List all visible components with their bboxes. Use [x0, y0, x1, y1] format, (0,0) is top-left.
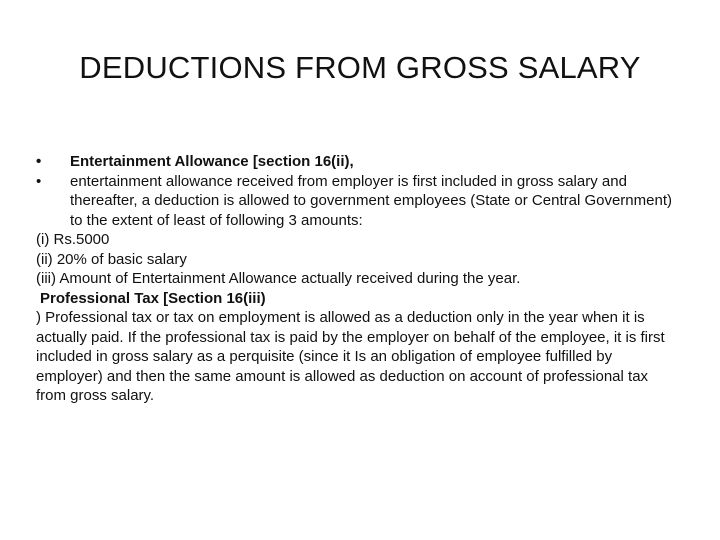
list-item: (iii) Amount of Entertainment Allowance actually received during the year. — [36, 270, 521, 287]
bullet-item — [36, 152, 682, 172]
bullet-marker: • — [36, 172, 42, 190]
paragraph-text: ) Professional tax or tax on employment is allowed as a deduction only in the year when it is actually paid. If the professional tax is paid by the employer on behalf of the employee, it is first included in gross salary as a perquisite (since it Is an obligation of employee fulfilled by employer) and then the same amount is allowed as deduction on account of professional tax from gross salary. — [36, 309, 665, 404]
bullet-item — [36, 172, 682, 231]
list-item: (i) Rs.5000 — [36, 231, 110, 248]
slide-body — [36, 152, 682, 406]
slide-title: DEDUCTIONS FROM GROSS SALARY — [79, 50, 641, 85]
bullet-marker: • — [36, 153, 42, 170]
bullet-text-heading: Entertainment Allowance [section 16(ii), — [70, 153, 354, 170]
bullet-text-description: entertainment allowance received from employer is first included in gross salary and thereafter, a deduction is allowed to government employees (State or Central Government) to the extent of least of following 3 amounts: — [70, 172, 672, 229]
section-subheading: Professional Tax [Section 16(iii) — [40, 289, 266, 307]
list-item: (ii) 20% of basic salary — [36, 250, 187, 268]
